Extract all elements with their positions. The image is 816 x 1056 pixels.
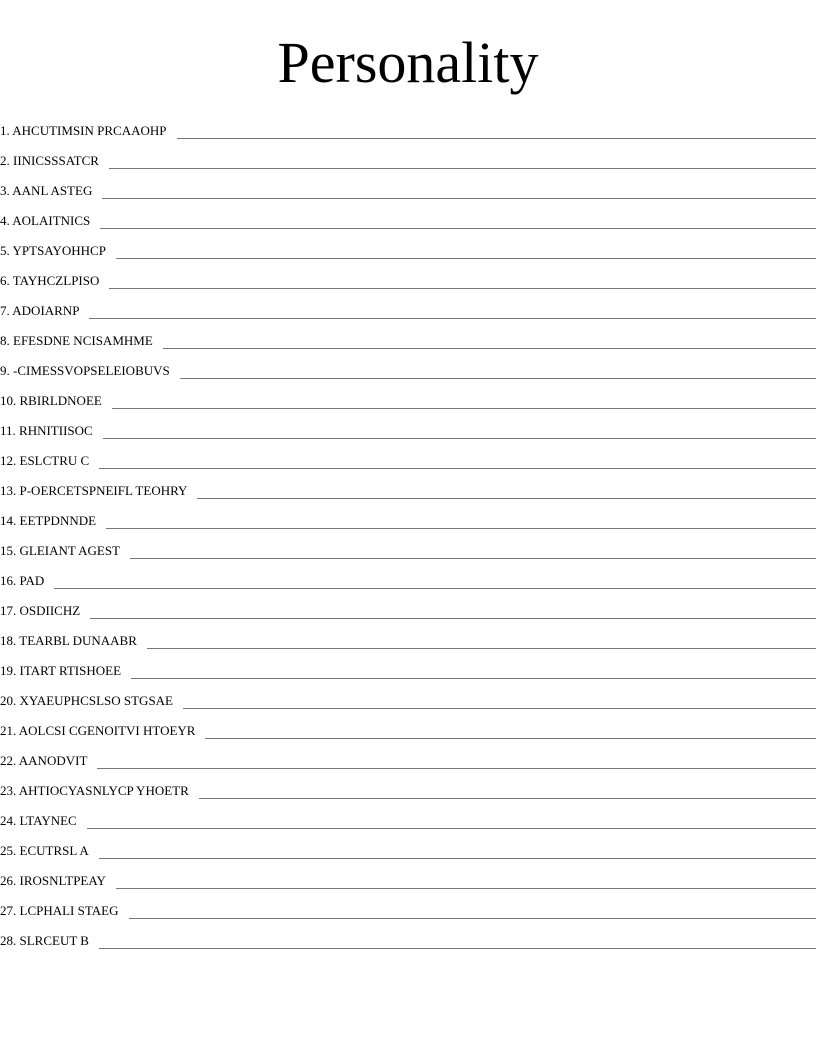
list-item bbox=[0, 440, 816, 470]
answer-line[interactable] bbox=[100, 218, 816, 229]
list-item bbox=[0, 590, 816, 620]
list-item bbox=[0, 740, 816, 770]
clue-text: 22. AANODVIT bbox=[0, 753, 88, 768]
answer-line[interactable] bbox=[199, 788, 816, 799]
clue-text: 1. AHCUTIMSIN PRCAAOHP bbox=[0, 123, 167, 138]
list-item bbox=[0, 530, 816, 560]
clue-text: 17. OSDIICHZ bbox=[0, 603, 81, 618]
answer-line[interactable] bbox=[163, 338, 816, 349]
list-item bbox=[0, 860, 816, 890]
list-item bbox=[0, 500, 816, 530]
clue-text: 11. RHNITIISOC bbox=[0, 423, 93, 438]
clue-text: 3. AANL ASTEG bbox=[0, 183, 93, 198]
list-item bbox=[0, 650, 816, 680]
answer-line[interactable] bbox=[103, 428, 816, 439]
list-item bbox=[0, 830, 816, 860]
clue-text: 6. TAYHCZLPISO bbox=[0, 273, 100, 288]
answer-line[interactable] bbox=[99, 938, 816, 949]
answer-line[interactable] bbox=[87, 818, 816, 829]
list-item bbox=[0, 290, 816, 320]
list-item bbox=[0, 620, 816, 650]
clue-text: 2. IINICSSSATCR bbox=[0, 153, 99, 168]
clue-text: 24. LTAYNEC bbox=[0, 813, 77, 828]
answer-line[interactable] bbox=[90, 608, 816, 619]
list-item bbox=[0, 350, 816, 380]
answer-line[interactable] bbox=[89, 308, 816, 319]
answer-line[interactable] bbox=[99, 458, 816, 469]
answer-line[interactable] bbox=[109, 278, 816, 289]
clue-text: 12. ESLCTRU C bbox=[0, 453, 90, 468]
answer-line[interactable] bbox=[116, 878, 816, 889]
scramble-list bbox=[0, 110, 816, 950]
list-item bbox=[0, 410, 816, 440]
answer-line[interactable] bbox=[102, 188, 816, 199]
list-item bbox=[0, 260, 816, 290]
answer-line[interactable] bbox=[147, 638, 816, 649]
answer-line[interactable] bbox=[112, 398, 816, 409]
clue-text: 7. ADOIARNP bbox=[0, 303, 80, 318]
list-item bbox=[0, 890, 816, 920]
list-item bbox=[0, 470, 816, 500]
list-item bbox=[0, 230, 816, 260]
list-item bbox=[0, 680, 816, 710]
answer-line[interactable] bbox=[131, 668, 816, 679]
clue-text: 28. SLRCEUT B bbox=[0, 933, 89, 948]
clue-text: 10. RBIRLDNOEE bbox=[0, 393, 102, 408]
clue-text: 25. ECUTRSL A bbox=[0, 843, 89, 858]
clue-text: 9. -CIMESSVOPSELEIOBUVS bbox=[0, 363, 170, 378]
list-item bbox=[0, 770, 816, 800]
answer-line[interactable] bbox=[129, 908, 816, 919]
clue-text: 20. XYAEUPHCSLSO STGSAE bbox=[0, 693, 173, 708]
answer-line[interactable] bbox=[99, 848, 816, 859]
answer-line[interactable] bbox=[205, 728, 816, 739]
list-item bbox=[0, 380, 816, 410]
clue-text: 5. YPTSAYOHHCP bbox=[0, 243, 106, 258]
answer-line[interactable] bbox=[180, 368, 816, 379]
list-item bbox=[0, 170, 816, 200]
answer-line[interactable] bbox=[130, 548, 816, 559]
list-item bbox=[0, 110, 816, 140]
list-item bbox=[0, 320, 816, 350]
list-item bbox=[0, 200, 816, 230]
page-title: Personality bbox=[277, 30, 539, 95]
clue-text: 23. AHTIOCYASNLYCP YHOETR bbox=[0, 783, 189, 798]
answer-line[interactable] bbox=[183, 698, 816, 709]
clue-text: 15. GLEIANT AGEST bbox=[0, 543, 121, 558]
clue-text: 18. TEARBL DUNAABR bbox=[0, 633, 137, 648]
answer-line[interactable] bbox=[177, 128, 816, 139]
list-item bbox=[0, 710, 816, 740]
answer-line[interactable] bbox=[106, 518, 816, 529]
list-item bbox=[0, 800, 816, 830]
clue-text: 4. AOLAITNICS bbox=[0, 213, 91, 228]
answer-line[interactable] bbox=[109, 158, 816, 169]
clue-text: 8. EFESDNE NCISAMHME bbox=[0, 333, 153, 348]
clue-text: 21. AOLCSI CGENOITVI HTOEYR bbox=[0, 723, 196, 738]
clue-text: 16. PAD bbox=[0, 573, 45, 588]
clue-text: 27. LCPHALI STAEG bbox=[0, 903, 119, 918]
list-item bbox=[0, 140, 816, 170]
answer-line[interactable] bbox=[197, 488, 816, 499]
list-item bbox=[0, 920, 816, 950]
answer-line[interactable] bbox=[97, 758, 816, 769]
clue-text: 13. P-OERCETSPNEIFL TEOHRY bbox=[0, 483, 188, 498]
clue-text: 19. ITART RTISHOEE bbox=[0, 663, 122, 678]
answer-line[interactable] bbox=[116, 248, 816, 259]
clue-text: 26. IROSNLTPEAY bbox=[0, 873, 106, 888]
list-item bbox=[0, 560, 816, 590]
answer-line[interactable] bbox=[54, 578, 816, 589]
clue-text: 14. EETPDNNDE bbox=[0, 513, 97, 528]
